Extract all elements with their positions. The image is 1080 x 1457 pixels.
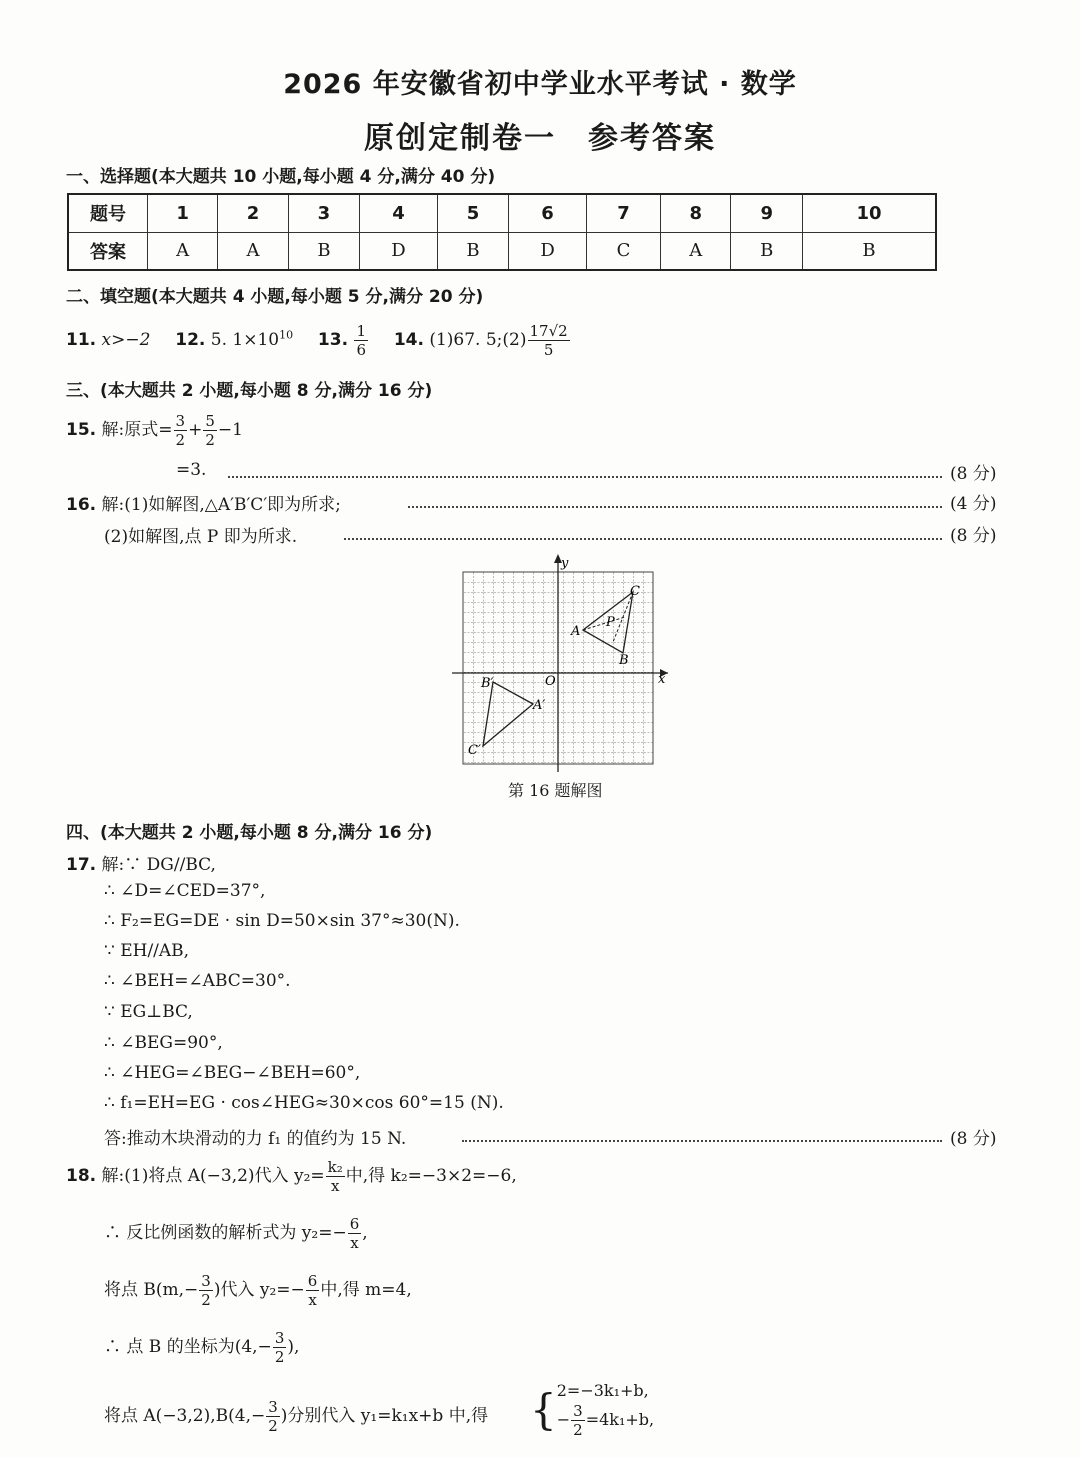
q15-line2: =3. [176, 460, 207, 480]
q14-number: 14. [393, 330, 424, 350]
y-label: y [561, 556, 569, 571]
fraction [203, 412, 217, 449]
numerator: 3 [175, 412, 186, 430]
point-c1-label: C′ [468, 743, 481, 758]
fraction [306, 1272, 320, 1309]
denominator: 5 [543, 341, 554, 359]
q18-text: )分别代入 y₁=k₁x+b 中,得 [280, 1406, 489, 1426]
q14-fraction [528, 322, 570, 359]
point-b-label: B [619, 653, 629, 668]
q18-number: 18. [66, 1166, 97, 1186]
q17-line: ∴ ∠BEH=∠ABC=30°. [104, 971, 291, 991]
table-cell: 5 [437, 194, 509, 232]
q16-figure [440, 552, 680, 776]
fraction [348, 1215, 362, 1252]
denominator: x [308, 1291, 317, 1309]
point-a1-label: A′ [533, 698, 546, 713]
point-a-label: A [571, 624, 581, 639]
q17-line: ∵ EH//AB, [104, 941, 190, 961]
table-cell: 10 [802, 194, 936, 232]
point-p-label: P [606, 615, 615, 630]
q17-line: ∴ f₁=EH=EG · cos∠HEG≈30×cos 60°=15 (N). [104, 1093, 504, 1113]
denominator: 2 [268, 1417, 278, 1435]
page-title: 2026 年安徽省初中学业水平考试 · 数学 [283, 69, 797, 100]
operator: + [188, 420, 203, 440]
table-row [68, 232, 936, 270]
numerator: 3 [274, 1329, 285, 1347]
q11-number: 11. [66, 330, 97, 350]
numerator: 6 [349, 1215, 360, 1233]
q17-text: 解:∵ DG//BC, [101, 855, 216, 875]
q15-line1 [66, 412, 243, 449]
q18-text: ∴ 反比例函数的解析式为 y₂=− [104, 1223, 347, 1243]
page-subtitle: 原创定制卷一 参考答案 [364, 121, 716, 156]
point-c-label: C [630, 584, 640, 599]
q17-line: 答:推动木块滑动的力 f₁ 的值约为 15 N. [104, 1129, 407, 1149]
fraction [273, 1329, 287, 1366]
table-cell: 2 [218, 194, 288, 232]
q18-text: =4k₁+b, [585, 1410, 655, 1429]
origin-label: O [545, 674, 556, 689]
q18-text: 中,得 k₂=−3×2=−6, [345, 1166, 517, 1186]
q12-exponent: 10 [279, 328, 294, 342]
table-cell: 4 [360, 194, 438, 232]
q18-text: 将点 A(−3,2),B(4,− [104, 1406, 266, 1426]
q17-line: ∴ ∠D=∠CED=37°, [104, 881, 266, 901]
equation-system [530, 1380, 654, 1439]
q18-line1 [66, 1158, 517, 1195]
numerator: 3 [268, 1398, 278, 1416]
table-cell: 8 [661, 194, 731, 232]
fraction [199, 1272, 213, 1309]
answer-table [67, 193, 937, 271]
x-label: x [658, 672, 666, 687]
section2-heading: 二、填空题(本大题共 4 小题,每小题 5 分,满分 20 分) [66, 287, 484, 307]
q15-score: (8 分) [950, 464, 997, 484]
q18-text: 中,得 m=4, [320, 1280, 412, 1300]
q16-line1 [66, 490, 341, 515]
table-cell: B [288, 232, 360, 270]
q15-text: 解:原式= [101, 420, 173, 440]
table-cell: 6 [509, 194, 587, 232]
denominator: x [350, 1234, 359, 1252]
q17-score: (8 分) [950, 1129, 997, 1149]
table-row-label: 题号 [68, 194, 148, 232]
table-cell: A [661, 232, 731, 270]
q16-score2: (8 分) [950, 526, 997, 546]
q13-number: 13. [317, 330, 349, 350]
q18-text: ∴ 点 B 的坐标为(4,− [104, 1337, 272, 1357]
fraction [571, 1402, 585, 1439]
figure-caption: 第 16 题解图 [508, 781, 603, 800]
dot-leader [228, 476, 942, 478]
section3-heading: 三、(本大题共 2 小题,每小题 8 分,满分 16 分) [66, 381, 433, 401]
q14-answer: (1)67. 5;(2) [429, 330, 527, 350]
denominator: 2 [201, 1291, 211, 1309]
denominator: x [330, 1177, 340, 1195]
q15-number: 15. [66, 420, 97, 440]
q17-line: ∴ F₂=EG=DE · sin D=50×sin 37°≈30(N). [104, 911, 460, 931]
dot-leader [344, 538, 942, 540]
q17-number: 17. [66, 855, 97, 875]
numerator: 17√2 [529, 322, 568, 340]
q18-text: )代入 y₂=− [213, 1280, 305, 1300]
q18-text: − [556, 1410, 571, 1429]
table-row-label: 答案 [68, 232, 148, 270]
fraction [174, 412, 188, 449]
table-cell: 1 [148, 194, 218, 232]
q18-line2 [104, 1215, 368, 1252]
numerator: 3 [201, 1272, 211, 1290]
q12-answer: 5. 1×10 [210, 330, 280, 350]
denominator: 2 [175, 431, 186, 449]
table-cell: B [802, 232, 936, 270]
numerator: 1 [356, 322, 366, 340]
table-cell: 3 [288, 194, 360, 232]
table-cell: A [218, 232, 288, 270]
denominator: 6 [356, 341, 366, 359]
q12-number: 12. [175, 330, 206, 350]
q17-line: ∴ ∠BEG=90°, [104, 1033, 223, 1053]
q16-text: 解:(1)如解图,△A′B′C′即为所求; [101, 495, 341, 515]
section4-heading: 四、(本大题共 2 小题,每小题 8 分,满分 16 分) [66, 823, 433, 843]
q18-text: 将点 B(m,− [104, 1280, 199, 1300]
table-cell: B [437, 232, 509, 270]
numerator: k₂ [327, 1158, 343, 1176]
table-cell: 7 [586, 194, 660, 232]
table-cell: D [509, 232, 587, 270]
q16-score1: (4 分) [950, 494, 997, 514]
denominator: 2 [205, 431, 215, 449]
q17-line: ∵ EG⊥BC, [104, 1002, 193, 1022]
denominator: 2 [274, 1348, 285, 1366]
numerator: 5 [205, 412, 215, 430]
point-b1-label: B′ [481, 676, 494, 691]
numerator: 6 [307, 1272, 318, 1290]
q18-text: , [362, 1223, 368, 1243]
table-row [68, 194, 936, 232]
brace-symbol: { [530, 1384, 557, 1434]
denominator: 2 [573, 1421, 583, 1439]
q18-line5 [104, 1398, 488, 1435]
table-cell: 9 [731, 194, 803, 232]
numerator: 3 [573, 1402, 583, 1420]
operator: −1 [217, 420, 243, 440]
table-cell: B [731, 232, 803, 270]
q16-line2: (2)如解图,点 P 即为所求. [104, 527, 298, 547]
q16-number: 16. [66, 495, 97, 515]
table-cell: A [148, 232, 218, 270]
q17-line [66, 850, 216, 875]
q13-fraction [354, 322, 368, 359]
section1-heading: 一、选择题(本大题共 10 小题,每小题 4 分,满分 40 分) [66, 167, 496, 187]
table-cell: C [586, 232, 660, 270]
system-lines [557, 1380, 654, 1439]
q18-line4 [104, 1329, 299, 1366]
q11-answer: x>−2 [101, 330, 151, 350]
fraction [266, 1398, 280, 1435]
q18-text: 解:(1)将点 A(−3,2)代入 y₂= [101, 1166, 325, 1186]
fill-in-answers [66, 322, 571, 359]
table-cell: D [360, 232, 438, 270]
dot-leader [408, 506, 942, 508]
dot-leader [462, 1140, 942, 1142]
q18-text: ), [287, 1337, 300, 1357]
q18-line3 [104, 1272, 412, 1309]
system-line [557, 1402, 654, 1439]
system-line: 2=−3k₁+b, [556, 1381, 649, 1400]
fraction [326, 1158, 345, 1195]
q17-line: ∴ ∠HEG=∠BEG−∠BEH=60°, [104, 1063, 361, 1083]
